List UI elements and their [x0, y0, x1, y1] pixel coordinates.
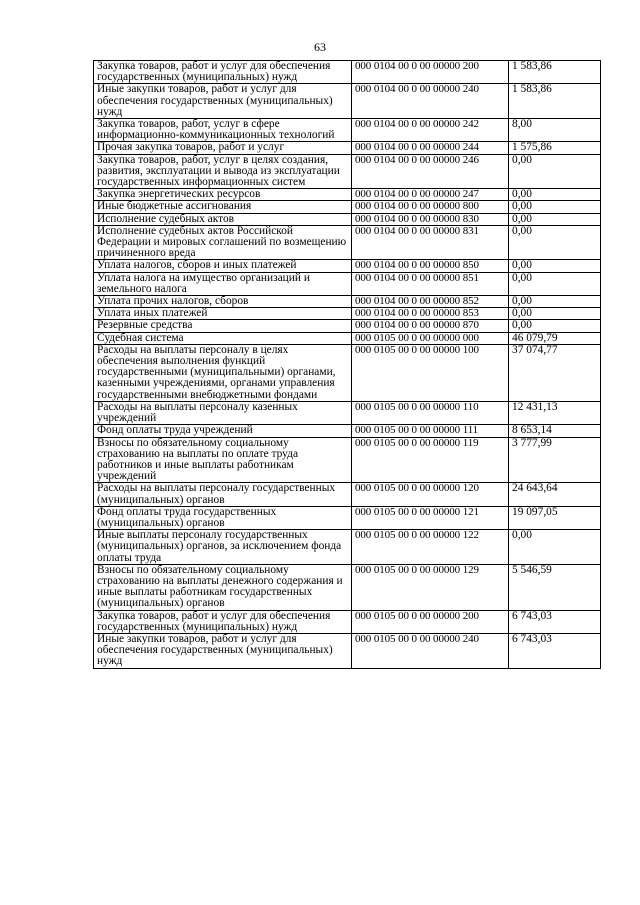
amount-cell: 5 546,59 [509, 564, 601, 610]
amount-cell: 6 743,03 [509, 633, 601, 668]
classification-code-cell: 000 0105 00 0 00 00000 120 [352, 483, 509, 506]
expense-name-cell: Уплата прочих налогов, сборов [94, 296, 352, 308]
amount-cell: 12 431,13 [509, 401, 601, 424]
table-row [94, 483, 601, 506]
table-row [94, 308, 601, 320]
expense-name-cell: Прочая закупка товаров, работ и услуг [94, 142, 352, 154]
amount-cell: 46 079,79 [509, 332, 601, 344]
amount-cell: 0,00 [509, 530, 601, 565]
expense-name-cell: Исполнение судебных актов Российской Федерации и мировых соглашений по возмещению причиненного вреда [94, 225, 352, 260]
amount-cell: 8 653,14 [509, 425, 601, 437]
amount-cell: 0,00 [509, 320, 601, 332]
table-row [94, 332, 601, 344]
expense-name-cell: Исполнение судебных актов [94, 213, 352, 225]
table-row [94, 320, 601, 332]
classification-code-cell: 000 0104 00 0 00 00000 244 [352, 142, 509, 154]
expense-name-cell: Уплата иных платежей [94, 308, 352, 320]
amount-cell: 6 743,03 [509, 610, 601, 633]
expense-name-cell: Взносы по обязательному социальному страхованию на выплаты денежного содержания и иные выплаты работникам государственных (муниципальных) органов [94, 564, 352, 610]
classification-code-cell: 000 0105 00 0 00 00000 110 [352, 401, 509, 424]
table-row [94, 296, 601, 308]
table-row [94, 437, 601, 483]
table-row [94, 142, 601, 154]
amount-cell: 1 575,86 [509, 142, 601, 154]
classification-code-cell: 000 0104 00 0 00 00000 831 [352, 225, 509, 260]
expense-name-cell: Закупка товаров, работ и услуг для обеспечения государственных (муниципальных) нужд [94, 61, 352, 84]
expense-name-cell: Закупка товаров, работ, услуг в целях создания, развития, эксплуатации и вывода из эксплуатации государственных информационных систем [94, 154, 352, 189]
expense-name-cell: Расходы на выплаты персоналу государственных (муниципальных) органов [94, 483, 352, 506]
expense-name-cell: Уплата налога на имущество организаций и земельного налога [94, 272, 352, 295]
amount-cell: 8,00 [509, 119, 601, 142]
classification-code-cell: 000 0105 00 0 00 00000 100 [352, 344, 509, 401]
table-row [94, 530, 601, 565]
classification-code-cell: 000 0104 00 0 00 00000 830 [352, 213, 509, 225]
expense-name-cell: Судебная система [94, 332, 352, 344]
table-row [94, 119, 601, 142]
table-row [94, 506, 601, 529]
expense-name-cell: Иные закупки товаров, работ и услуг для обеспечения государственных (муниципальных) нужд [94, 84, 352, 119]
amount-cell: 0,00 [509, 154, 601, 189]
amount-cell: 3 777,99 [509, 437, 601, 483]
expense-name-cell: Расходы на выплаты персоналу казенных учреждений [94, 401, 352, 424]
table-row [94, 401, 601, 424]
amount-cell: 0,00 [509, 225, 601, 260]
classification-code-cell: 000 0105 00 0 00 00000 111 [352, 425, 509, 437]
table-row [94, 201, 601, 213]
amount-cell: 0,00 [509, 260, 601, 272]
classification-code-cell: 000 0105 00 0 00 00000 122 [352, 530, 509, 565]
table-row [94, 61, 601, 84]
table-row [94, 260, 601, 272]
expense-name-cell: Фонд оплаты труда учреждений [94, 425, 352, 437]
classification-code-cell: 000 0105 00 0 00 00000 200 [352, 610, 509, 633]
amount-cell: 1 583,86 [509, 84, 601, 119]
amount-cell: 24 643,64 [509, 483, 601, 506]
classification-code-cell: 000 0104 00 0 00 00000 240 [352, 84, 509, 119]
table-row [94, 564, 601, 610]
classification-code-cell: 000 0105 00 0 00 00000 119 [352, 437, 509, 483]
table-row [94, 84, 601, 119]
classification-code-cell: 000 0105 00 0 00 00000 121 [352, 506, 509, 529]
expense-name-cell: Закупка товаров, работ и услуг для обеспечения государственных (муниципальных) нужд [94, 610, 352, 633]
classification-code-cell: 000 0104 00 0 00 00000 853 [352, 308, 509, 320]
amount-cell: 0,00 [509, 213, 601, 225]
expense-name-cell: Закупка энергетических ресурсов [94, 189, 352, 201]
expense-name-cell: Уплата налогов, сборов и иных платежей [94, 260, 352, 272]
classification-code-cell: 000 0104 00 0 00 00000 851 [352, 272, 509, 295]
table-row [94, 213, 601, 225]
table-row [94, 225, 601, 260]
table-row [94, 272, 601, 295]
budget-table [93, 60, 601, 669]
classification-code-cell: 000 0104 00 0 00 00000 246 [352, 154, 509, 189]
classification-code-cell: 000 0105 00 0 00 00000 240 [352, 633, 509, 668]
amount-cell: 0,00 [509, 296, 601, 308]
classification-code-cell: 000 0104 00 0 00 00000 800 [352, 201, 509, 213]
amount-cell: 0,00 [509, 189, 601, 201]
table-row [94, 610, 601, 633]
classification-code-cell: 000 0104 00 0 00 00000 242 [352, 119, 509, 142]
table-row [94, 344, 601, 401]
table-row [94, 189, 601, 201]
classification-code-cell: 000 0104 00 0 00 00000 247 [352, 189, 509, 201]
expense-name-cell: Резервные средства [94, 320, 352, 332]
table-row [94, 633, 601, 668]
table-row [94, 154, 601, 189]
classification-code-cell: 000 0105 00 0 00 00000 129 [352, 564, 509, 610]
classification-code-cell: 000 0104 00 0 00 00000 852 [352, 296, 509, 308]
classification-code-cell: 000 0104 00 0 00 00000 200 [352, 61, 509, 84]
page-number: 63 [314, 40, 326, 54]
expense-name-cell: Иные выплаты персоналу государственных (муниципальных) органов, за исключением фонда оплаты труда [94, 530, 352, 565]
table-row [94, 425, 601, 437]
expense-name-cell: Расходы на выплаты персоналу в целях обеспечения выполнения функций государственными (муниципальными) органами, казенными учреждениями, органами управления государственными внебюджетными фондами [94, 344, 352, 401]
amount-cell: 0,00 [509, 272, 601, 295]
amount-cell: 37 074,77 [509, 344, 601, 401]
classification-code-cell: 000 0105 00 0 00 00000 000 [352, 332, 509, 344]
amount-cell: 19 097,05 [509, 506, 601, 529]
classification-code-cell: 000 0104 00 0 00 00000 850 [352, 260, 509, 272]
amount-cell: 0,00 [509, 308, 601, 320]
expense-name-cell: Фонд оплаты труда государственных (муниципальных) органов [94, 506, 352, 529]
expense-name-cell: Закупка товаров, работ, услуг в сфере информационно-коммуникационных технологий [94, 119, 352, 142]
expense-name-cell: Иные бюджетные ассигнования [94, 201, 352, 213]
expense-name-cell: Иные закупки товаров, работ и услуг для обеспечения государственных (муниципальных) нужд [94, 633, 352, 668]
expense-name-cell: Взносы по обязательному социальному страхованию на выплаты по оплате труда работников и иные выплаты работникам учреждений [94, 437, 352, 483]
budget-table-body [94, 61, 601, 669]
classification-code-cell: 000 0104 00 0 00 00000 870 [352, 320, 509, 332]
amount-cell: 1 583,86 [509, 61, 601, 84]
amount-cell: 0,00 [509, 201, 601, 213]
